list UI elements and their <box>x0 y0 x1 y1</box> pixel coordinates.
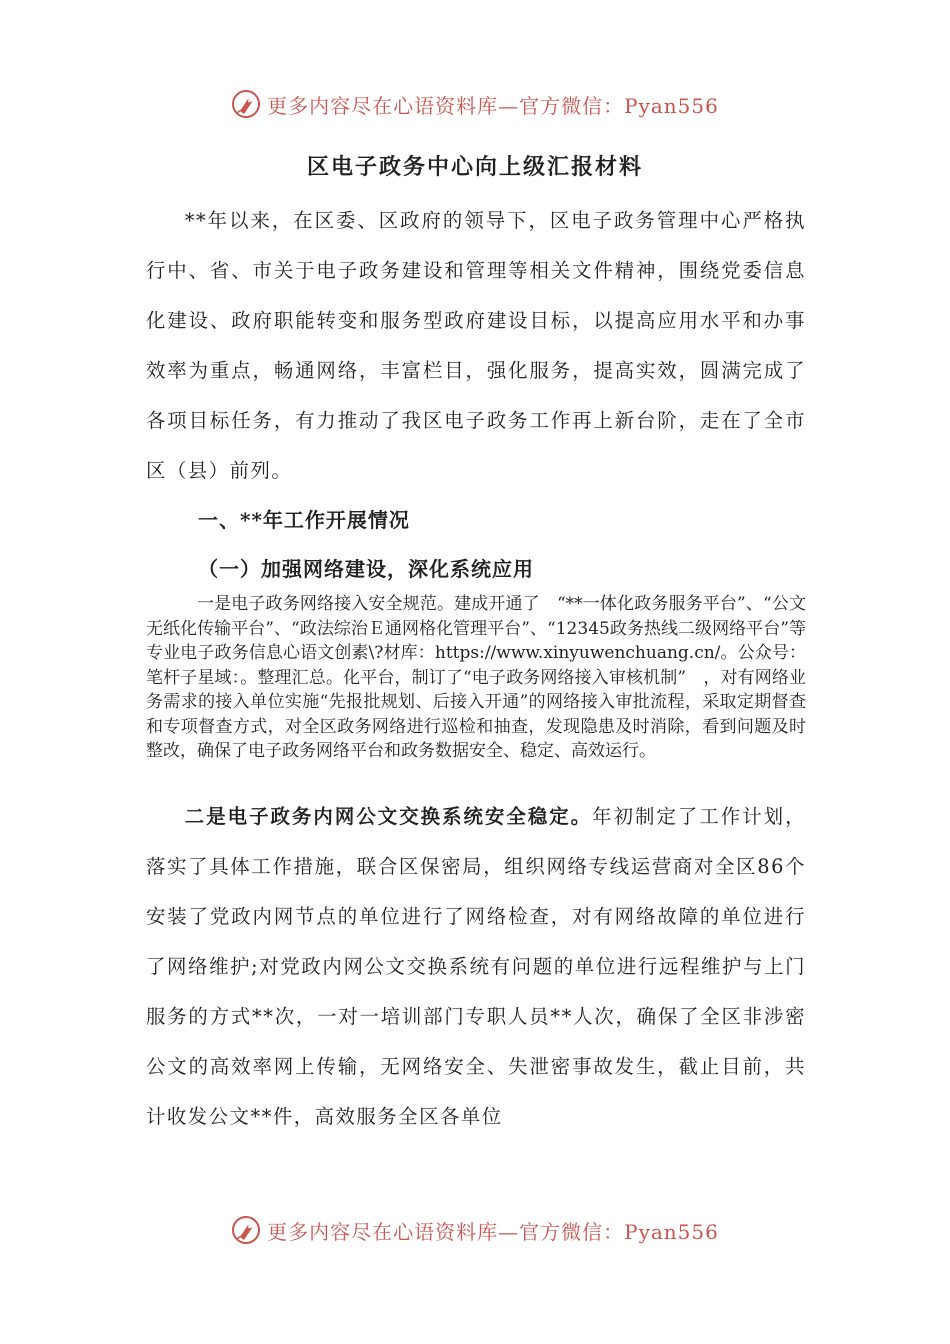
document-title: 区电子政务中心向上级汇报材料 <box>306 154 643 180</box>
body-paragraph-1: 一是电子政务网络接入安全规范。建成开通了 “**一体化政务服务平台”、“公文无纸化传输平台”、“政法综治Ｅ通网格化管理平台”、“12345政务热线二级网络平台”等专业电子政务信息心语文创素\?材库：https://www.xinyuwenchuang.cn/。公众号：笔杆子星域：。整理汇总。化平台，制订了“电子政务网络接入审核机制” ，对有网络业务需求的接入单位实施“先报批规划、后接入开通”的网络接入审批流程，采取定期督查和专项督查方式，对全区政务网络进行巡检和抽查，发现隐患及时消除，看到问题及时整改，确保了电子政务网络平台和政务数据安全、稳定、高效运行。 <box>146 594 806 761</box>
pen-nib-logo-icon <box>231 1215 261 1245</box>
subsection-heading: （一）加强网络建设，深化系统应用 <box>198 557 534 581</box>
banner-text: 更多内容尽在心语资料库—官方微信：Pyan556 <box>267 93 719 118</box>
paragraph-lead-text: 二是电子政务内网公文交换系统安全稳定。 <box>184 805 593 828</box>
footer-banner <box>0 1210 950 1250</box>
section-heading: 一、**年工作开展情况 <box>198 508 410 532</box>
body-paragraph-2 <box>146 792 806 1142</box>
pen-nib-logo-icon <box>231 89 261 119</box>
header-banner <box>0 84 950 124</box>
banner-text: 更多内容尽在心语资料库—官方微信：Pyan556 <box>267 1219 719 1244</box>
intro-paragraph: **年以来，在区委、区政府的领导下，区电子政务管理中心严格执行中、省、市关于电子政务建设和管理等相关文件精神，围绕党委信息化建设、政府职能转变和服务型政府建设目标，以提高应用水平和办事效率为重点，畅通网络，丰富栏目，强化服务，提高实效，圆满完成了各项目标任务，有力推动了我区电子政务工作再上新台阶，走在了全市区（县）前列。 <box>146 209 806 482</box>
paragraph-body-text: 年初制定了工作计划，落实了具体工作措施，联合区保密局，组织网络专线运营商对全区86个安装了党政内网节点的单位进行了网络检查，对有网络故障的单位进行了网络维护;对党政内网公文交换系统有问题的单位进行远程维护与上门服务的方式**次，一对一培训部门专职人员**人次，确保了全区非涉密公文的高效率网上传输，无网络安全、失泄密事故发生，截止目前，共计收发公文**件，高效服务全区各单位 <box>146 805 807 1128</box>
